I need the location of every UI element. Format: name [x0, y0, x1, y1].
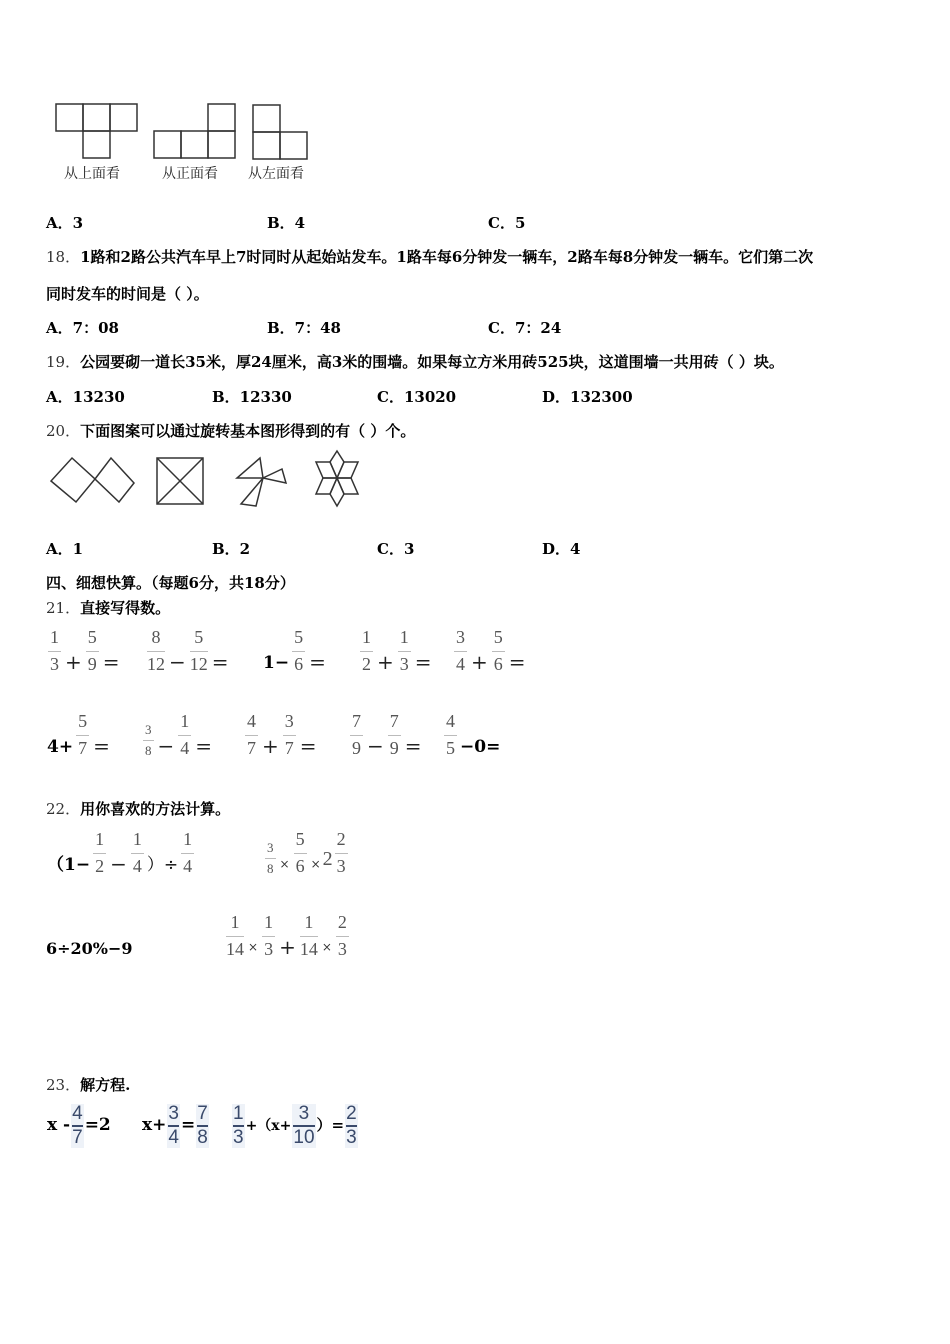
q18-option-b[interactable]: B．7：48 — [267, 319, 341, 337]
q19-option-b[interactable]: B．12330 — [212, 388, 292, 406]
q20-option-d[interactable]: D．4 — [542, 540, 581, 558]
q20-option-b[interactable]: B．2 — [212, 540, 251, 558]
front-view-caption: 从正面看 — [162, 166, 218, 182]
section-heading: 四、细想快算。（每题6分，共18分） — [46, 574, 295, 592]
q21-question — [46, 597, 170, 618]
q18-option-a[interactable]: A．7：08 — [46, 319, 119, 337]
q21-number: 21． — [46, 599, 81, 617]
q22-expr-1: （1− $\frac{1}{2}$ − $\frac{1}{4}$ ）÷ $\frac{1}{4}$ — [47, 829, 193, 876]
q18-number: 18． — [46, 248, 81, 266]
q23-equation-3: 1 3 +（x+ 3 10 ）= 2 3 — [233, 1103, 357, 1148]
top-view-figure — [56, 104, 142, 160]
q21-r2-expr-5: $\frac{4}{5}$ −0= — [446, 711, 501, 758]
left-view-caption: 从左面看 — [248, 166, 304, 182]
q22-expr-4: $\frac{1}{14}$ × $\frac{1}{3}$ + $\frac{1}{14}$ × $\frac{2}{3}$ — [226, 912, 347, 959]
left-view-figure — [252, 104, 312, 160]
q21-r2-expr-3: $\frac{4}{7}$ + $\frac{3}{7}$ = — [247, 711, 317, 758]
q20-question — [46, 420, 415, 441]
q18-question — [46, 246, 813, 267]
q18-option-c[interactable]: C．7：24 — [488, 319, 562, 337]
front-view-figure — [153, 104, 239, 160]
q23-question — [46, 1074, 130, 1095]
q21-r2-expr-1: 4+ $\frac{5}{7}$ = — [47, 711, 110, 758]
q22-question — [46, 798, 230, 819]
q21-r1-expr-2: $\frac{8}{12}$ − $\frac{5}{12}$ = — [147, 627, 229, 674]
q22-number: 22． — [46, 800, 81, 818]
q19-number: 19． — [46, 353, 81, 371]
q21-r1-expr-5: $\frac{3}{4}$ + $\frac{5}{6}$ = — [456, 627, 526, 674]
q19-option-d[interactable]: D．132300 — [542, 388, 633, 406]
q23-equation-2: x+ 3 4 = 7 8 — [142, 1103, 208, 1148]
six-rhombus-star-figure — [312, 450, 364, 508]
q17-option-b[interactable]: B．4 — [267, 214, 306, 232]
q23-text: 解方程. — [80, 1076, 131, 1094]
q19-question — [46, 351, 784, 372]
q22-text: 用你喜欢的方法计算。 — [80, 800, 231, 818]
q18-text-line1: 1路和2路公共汽车早上7时同时从起始站发车。1路车每6分钟发一辆车，2路车每8分钟发一辆车。它们第二次 — [80, 248, 814, 266]
q23-equation-1: x - 4 7 =2 — [47, 1103, 111, 1148]
three-triangles-pinwheel-figure — [236, 458, 294, 510]
q22-expr-2: $\frac{3}{8}$ × $\frac{5}{6}$ × 2 $\frac{2}{3}$ — [267, 829, 346, 877]
q21-r1-expr-4: $\frac{1}{2}$ + $\frac{1}{3}$ = — [362, 627, 432, 674]
q21-r1-expr-1: $\frac{1}{3}$ + $\frac{5}{9}$ = — [50, 627, 120, 674]
q20-option-a[interactable]: A．1 — [46, 540, 84, 558]
q19-text: 公园要砌一道长35米，厚24厘米，高3米的围墙。如果每立方米用砖525块，这道围墙一共用砖（ ）块。 — [80, 353, 784, 371]
q19-option-c[interactable]: C．13020 — [377, 388, 457, 406]
top-view-caption: 从上面看 — [64, 166, 120, 182]
q17-option-c[interactable]: C．5 — [488, 214, 526, 232]
square-with-diagonals-figure — [156, 457, 204, 505]
q18-text-line2: 同时发车的时间是（ ）。 — [46, 285, 209, 303]
q19-option-a[interactable]: A．13230 — [46, 388, 125, 406]
q21-text: 直接写得数。 — [80, 599, 171, 617]
q21-r2-expr-2: $\frac{3}{8}$ − $\frac{1}{4}$ = — [145, 711, 213, 759]
q21-r2-expr-4: $\frac{7}{9}$ − $\frac{7}{9}$ = — [352, 711, 422, 758]
q21-r1-expr-3: 1− $\frac{5}{6}$ = — [263, 627, 326, 674]
q20-number: 20． — [46, 422, 81, 440]
q20-option-c[interactable]: C．3 — [377, 540, 415, 558]
q20-text: 下面图案可以通过旋转基本图形得到的有（ ）个。 — [80, 422, 416, 440]
q22-expr-3: 6÷20%−9 — [46, 939, 133, 958]
two-rotated-squares-figure — [50, 455, 130, 505]
q23-number: 23． — [46, 1076, 81, 1094]
q17-option-a[interactable]: A．3 — [46, 214, 84, 232]
